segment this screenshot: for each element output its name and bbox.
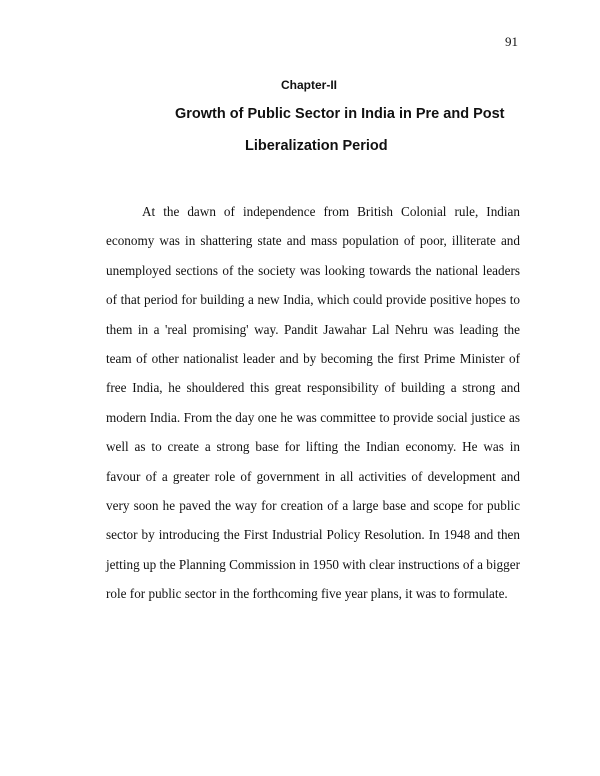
page-number: 91 [505,34,518,49]
chapter-title-line-1: Growth of Public Sector in India in Pre and Post [175,106,505,122]
chapter-title-line-2: Liberalization Period [245,138,388,154]
chapter-label: Chapter-II [280,78,337,92]
body-paragraph: At the dawn of independence from British Colonial rule, Indian economy was in shattering state and mass population of poor, illiterate and unemployed sections of the society was looking towards the national leaders of that period for building a new India, which could provide positive hopes to them in a 'real promising' way. Pandit Jawahar Lal Nehru was leading the team of other nationalist leader and by becoming the first Prime Minister of free India, he shouldered this great responsibility of building a strong and modern India. From the day one he was committee to provide social justice as well as to create a strong base for lifting the Indian economy. He was in favour of a greater role of government in all activities of development and very soon he paved the way for creation of a large base and scope for public sector by introducing the First Industrial Policy Resolution. In 1948 and then jetting up the Planning Commission in 1950 with clear instructions of a bigger role for public sector in the forthcoming five year plans, it was to formulate. [106,204,520,602]
